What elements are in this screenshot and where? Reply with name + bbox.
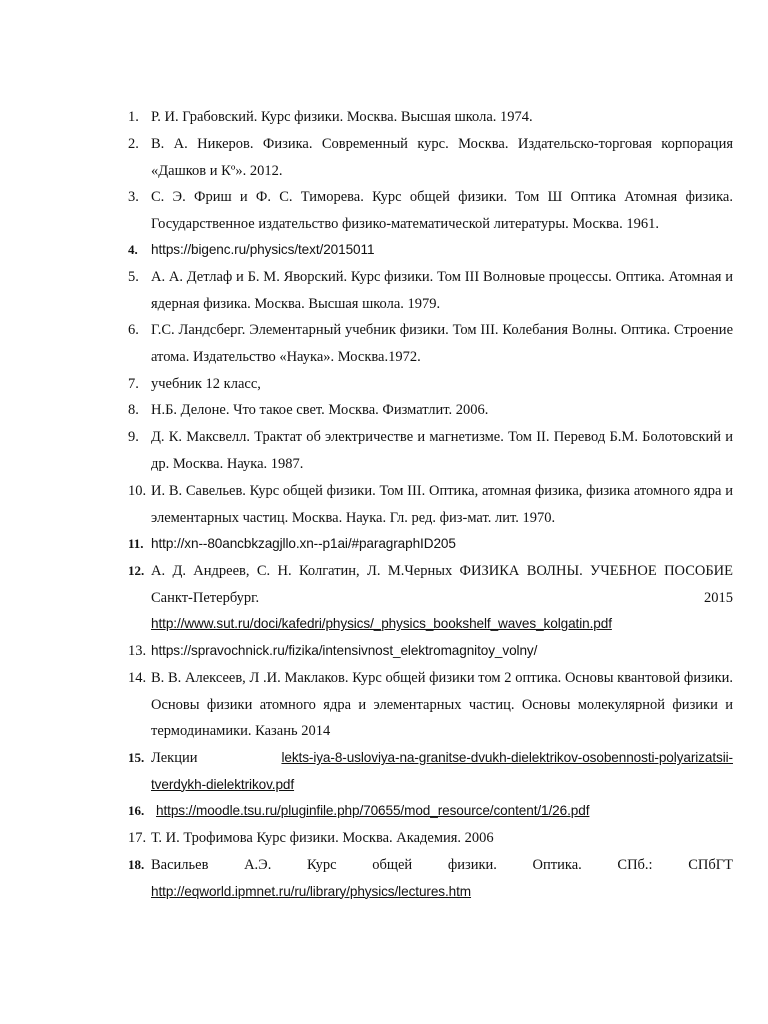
reference-text bbox=[151, 558, 733, 638]
reference-city: Санкт-Петербург. bbox=[151, 589, 260, 606]
reference-text: А. А. Детлаф и Б. М. Яворский. Курс физики. Том III Волновые процессы. Оптика. Атомная и ядерная физика. Москва. Высшая школа. 1979. bbox=[151, 269, 733, 312]
reference-link[interactable]: https://moodle.tsu.ru/pluginfile.php/70655/mod_resource/content/1/26.pdf bbox=[156, 803, 590, 818]
list-number: 17. bbox=[128, 830, 147, 846]
reference-text: учебник 12 класс, bbox=[151, 376, 261, 392]
list-number: 4. bbox=[128, 242, 138, 257]
list-number: 12. bbox=[128, 563, 145, 578]
reference-text bbox=[151, 798, 733, 825]
list-number: 18. bbox=[128, 857, 145, 872]
reference-text: В. А. Никеров. Физика. Современный курс. Москва. Издательско-торговая корпорация «Дашков и Кº». 2012. bbox=[151, 136, 733, 179]
list-number: 7. bbox=[128, 376, 139, 392]
reference-line bbox=[151, 585, 733, 612]
reference-link-continued[interactable]: tverdykh-dielektrikov.pdf bbox=[151, 776, 295, 792]
reference-text: Н.Б. Делоне. Что такое свет. Москва. Физматлит. 2006. bbox=[151, 402, 489, 418]
reference-text: Т. И. Трофимова Курс физики. Москва. Академия. 2006 bbox=[151, 830, 494, 846]
list-number: 10. bbox=[128, 483, 147, 499]
reference-text: Г.С. Ландсберг. Элементарный учебник физики. Том III. Колебания Волны. Оптика. Строение атома. Издательство «Наука». Москва.1972. bbox=[151, 322, 733, 365]
reference-text: И. В. Савельев. Курс общей физики. Том III. Оптика, атомная физика, физика атомного ядра и элементарных частиц. Москва. Наука. Гл. ред. физ-мат. лит. 1970. bbox=[151, 483, 733, 526]
reference-prefix: Лекции bbox=[151, 750, 198, 766]
reference-url: https://spravochnick.ru/fizika/intensivnost_elektromagnitoy_volny/ bbox=[151, 643, 538, 658]
reference-text: С. Э. Фриш и Ф. С. Тиморева. Курс общей физики. Том Ш Оптика Атомная физика. Государственное издательство физико-математической литературы. Москва. 1961. bbox=[151, 189, 733, 232]
list-number: 2. bbox=[128, 136, 139, 152]
reference-link[interactable]: http://eqworld.ipmnet.ru/ru/library/physics/lectures.htm bbox=[151, 883, 472, 899]
reference-line: Васильев А.Э. Курс общей физики. Оптика. СПб.: СПбГТ bbox=[151, 857, 733, 873]
list-number: 9. bbox=[128, 429, 139, 445]
list-number: 3. bbox=[128, 189, 139, 205]
reference-url: http://xn--80ancbkzagjllo.xn--p1ai/#paragraphID205 bbox=[151, 536, 456, 551]
reference-link[interactable]: lekts-iya-8-usloviya-na-granitse-dvukh-dielektrikov-osobennosti-polyarizatsii- bbox=[281, 750, 733, 765]
list-number: 8. bbox=[128, 402, 139, 418]
reference-link[interactable]: http://www.sut.ru/doci/kafedri/physics/_physics_bookshelf_waves_kolgatin.pdf bbox=[151, 616, 612, 631]
list-number: 11. bbox=[128, 536, 144, 551]
reference-year: 2015 bbox=[704, 589, 733, 606]
reference-text: Р. И. Грабовский. Курс физики. Москва. Высшая школа. 1974. bbox=[151, 109, 533, 125]
list-number: 5. bbox=[128, 269, 139, 285]
reference-text: В. В. Алексеев, Л .И. Маклаков. Курс общей физики том 2 оптика. Основы квантовой физики. Основы физики атомного ядра и элементарных частиц. Основы молекулярной физики и термодинамики. Казань 2014 bbox=[151, 670, 733, 739]
reference-url: https://bigenc.ru/physics/text/2015011 bbox=[151, 242, 375, 257]
list-number: 6. bbox=[128, 322, 139, 338]
list-number: 1. bbox=[128, 109, 139, 125]
list-number: 15. bbox=[128, 750, 145, 765]
list-number: 16. bbox=[128, 803, 145, 818]
list-number: 14. bbox=[128, 670, 147, 686]
reference-text bbox=[151, 745, 733, 798]
reference-text bbox=[151, 852, 733, 905]
reference-text: Д. К. Максвелл. Трактат об электричестве и магнетизме. Том II. Перевод Б.М. Болотовский и др. Москва. Наука. 1987. bbox=[151, 429, 733, 472]
reference-line bbox=[151, 745, 733, 772]
reference-line: А. Д. Андреев, С. Н. Колгатин, Л. М.Черных ФИЗИКА ВОЛНЫ. УЧЕБНОЕ ПОСОБИЕ bbox=[151, 563, 733, 579]
list-number: 13. bbox=[128, 643, 147, 659]
